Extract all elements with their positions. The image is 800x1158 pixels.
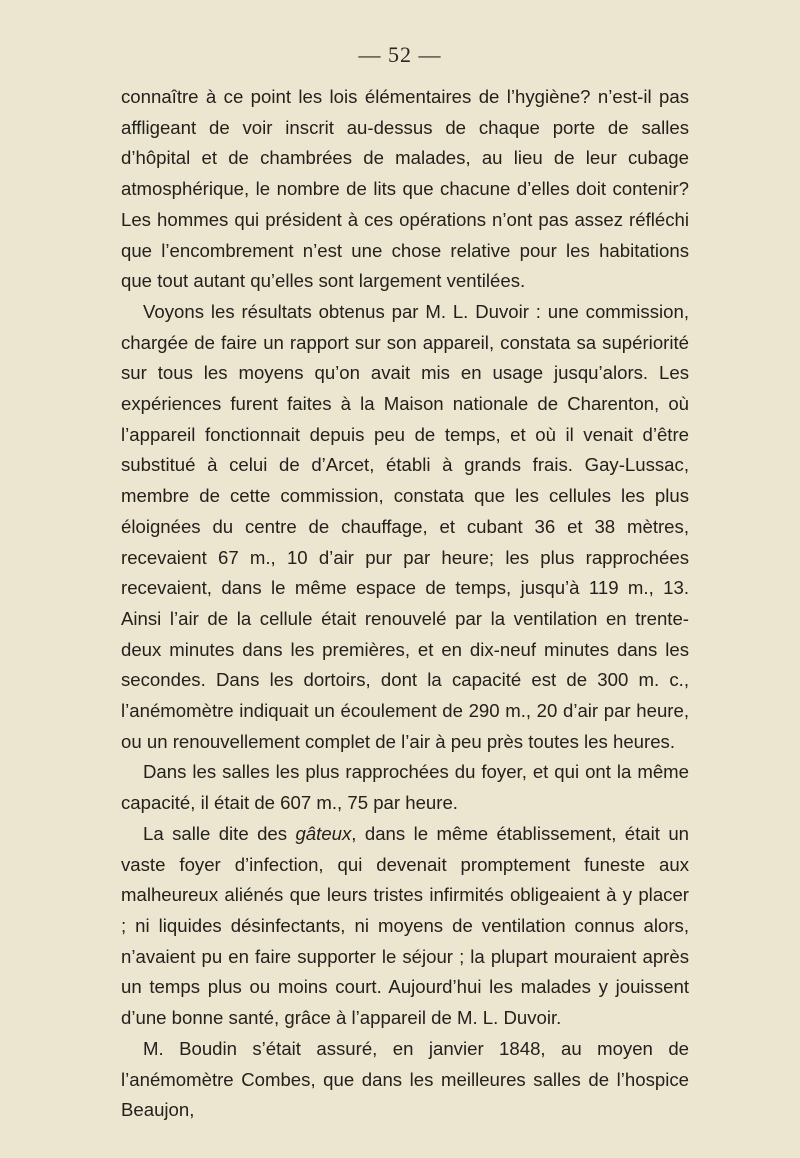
paragraph-4-before: La salle dite des — [143, 822, 296, 844]
paragraph-3: Dans les salles les plus rapprochées du foyer, et qui ont la même capacité, il était de 607 m., 75 par heure. — [121, 761, 689, 814]
page-number: — 52 — — [358, 42, 442, 67]
paragraph-2: Voyons les résultats obtenus par M. L. Duvoir : une commission, chargée de faire un rapport sur son appareil, constata sa supériorité sur tous les moyens qu’on avait mis en usage jusqu’alors. Les expériences furent faites à la Maison nationale de Charenton, où l’appareil fonctionnait depuis peu de temps, et où il venait d’être substitué à celui de d’Arcet, établi à grands frais. Gay-Lussac, membre de cette commission, constata que les cellules les plus éloignées du centre de chauffage, et cubant 36 et 38 mètres, recevaient 67 m., 10 d’air pur par heure; les plus rapprochées recevaient, dans le même espace de temps, jusqu’à 119 m., 13. Ainsi l’air de la cellule était renouvelé par la ventilation en trente-deux minutes dans les premières, et en dix-neuf minutes dans les secondes. Dans les dortoirs, dont la capacité est de 300 m. c., l’anémomètre indiquait un écoulement de 290 m., 20 d’air par heure, ou un renouvellement complet de l’air à peu près toutes les heures. — [121, 300, 689, 752]
paragraph-1: connaître à ce point les lois élémentaires de l’hygiène? n’est-il pas affligeant de voir inscrit au-dessus de chaque porte de salles d’hôpital et de chambrées de malades, au lieu de leur cubage atmosphérique, le nombre de lits que chacune d’elles doit contenir? Les hommes qui président à ces opérations n’ont pas assez réfléchi que l’encombrement n’est une chose relative pour les habitations que tout autant qu’elles sont largement ventilées. — [121, 86, 689, 292]
paragraph-4-after: , dans le même établissement, était un vaste foyer d’infection, qui devenait promptement funeste aux malheureux aliénés que leurs tristes infirmités obligeaient à y placer ; ni liquides désinfectants, ni moyens de ventilation connus alors, n’avaient pu en faire supporter le séjour ; la plupart mouraient après un temps plus ou moins court. Aujourd’hui les malades y jouissent d’une bonne santé, grâce à l’appareil de M. L. Duvoir. — [121, 822, 690, 1029]
paragraph-5: M. Boudin s’était assuré, en janvier 1848, au moyen de l’anémomètre Combes, que dans les meilleures salles de l’hospice Beaujon, — [121, 1037, 689, 1121]
paragraph-4-emphasis: gâteux — [295, 822, 352, 844]
body-text — [121, 82, 689, 1126]
paragraph-4 — [121, 819, 689, 1034]
